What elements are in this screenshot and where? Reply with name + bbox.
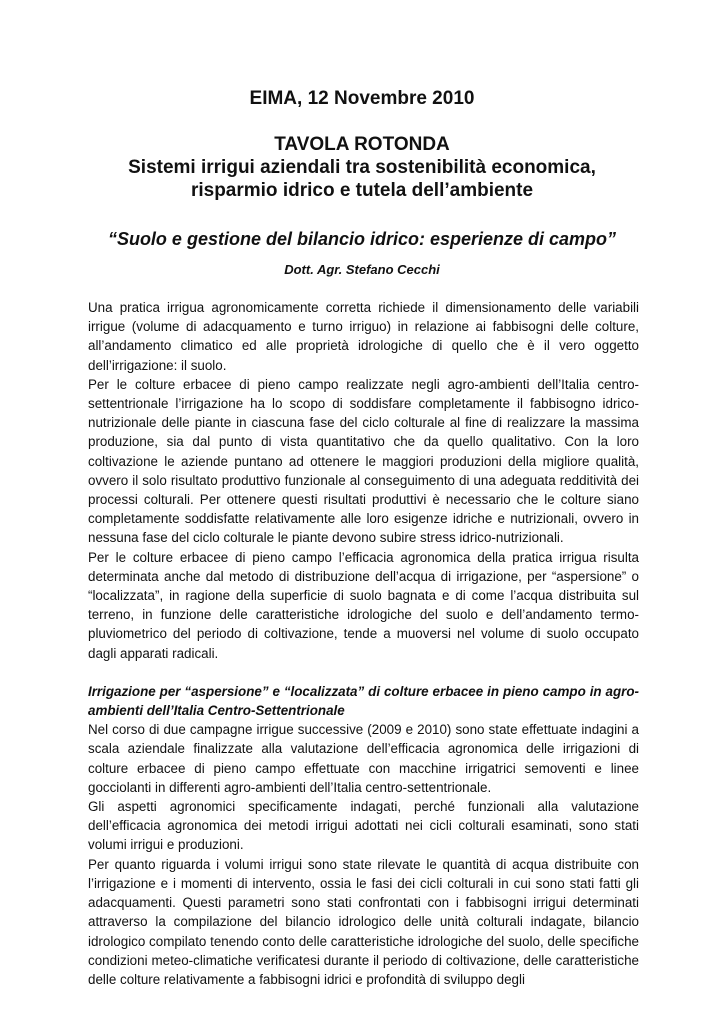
roundtable-heading	[0, 133, 724, 202]
paragraph-1: Una pratica irrigua agronomicamente corretta richiede il dimensionamento delle variabili irrigue (volume di adacquamento e turno irriguo) in relazione ai fabbisogni delle colture, all’andamento climatico ed alle proprietà idrologiche di quello che è il vero oggetto dell’irrigazione: il suolo.	[88, 300, 639, 373]
roundtable-title-line-1: Sistemi irrigui aziendali tra sostenibilità economica,	[128, 157, 596, 178]
paragraph-6: Per quanto riguarda i volumi irrigui sono state rilevate le quantità di acqua distribuite con l’irrigazione e i momenti di intervento, ossia le fasi dei cicli colturali in cui sono stati fatti gli adacquamenti. Questi parametri sono stati confrontati con i fabbisogni irrigui determinati attraverso la compilazione del bilancio idrologico delle unità colturali indagate, bilancio idrologico compilato tenendo conto delle caratteristiche idrologiche del suolo, delle specifiche condizioni meteo-climatiche verificatesi durante il periodo di coltivazione, delle caratteristiche delle colture relativamente a fabbisogni idrici e profondità di sviluppo degli	[88, 856, 639, 987]
roundtable-label: TAVOLA ROTONDA	[274, 134, 450, 155]
section-title: Irrigazione per “aspersione” e “localizzata” di colture erbacee in pieno campo in agro-ambienti dell’Italia Centro-Settentrionale	[88, 683, 639, 719]
talk-title: “Suolo e gestione del bilancio idrico: esperienze di campo”	[107, 229, 617, 249]
event-title: EIMA, 12 Novembre 2010	[249, 88, 475, 109]
author-name: Dott. Agr. Stefano Cecchi	[284, 262, 440, 277]
paragraph-5: Gli aspetti agronomici specificamente indagati, perché funzionali alla valutazione dell’efficacia agronomica dei metodi irrigui adottati nei cicli colturali esaminati, sono stati volumi irrigui e produzioni.	[88, 799, 639, 853]
document-body	[88, 298, 639, 989]
paragraph-4: Nel corso di due campagne irrigue successive (2009 e 2010) sono state effettuate indagini a scala aziendale finalizzate alla valutazione dell’efficacia agronomica delle irrigazioni di colture erbacee di pieno campo effettuate con macchine irrigatrici semoventi e linee gocciolanti in differenti agro-ambienti dell’Italia centro-settentrionale.	[88, 722, 639, 795]
roundtable-title-line-2: risparmio idrico e tutela dell’ambiente	[190, 180, 534, 201]
paragraph-2: Per le colture erbacee di pieno campo realizzate negli agro-ambienti dell’Italia centro-settentrionale l’irrigazione ha lo scopo di soddisfare completamente il fabbisogno idrico-nutrizionale delle piante in ciascuna fase del ciclo colturale al fine di realizzare la massima produzione, sia dal punto di vista quantitativo che da quello qualitativo. Con la loro coltivazione le aziende puntano ad ottenere le maggiori produzioni della migliore qualità, ovvero il solo risultato produttivo funzionale al conseguimento di una adeguata redditività dei processi colturali. Per ottenere questi risultati produttivi è necessario che le colture siano completamente soddisfatte relativamente alle loro esigenze idriche e nutrizionali, ovvero in nessuna fase del ciclo colturale le piante devono subire stress idrico-nutrizionali.	[88, 376, 639, 546]
paragraph-3: Per le colture erbacee di pieno campo l’efficacia agronomica della pratica irrigua risulta determinata anche dal metodo di distribuzione dell’acqua di irrigazione, per “aspersione” o “localizzata”, in ragione della superficie di suolo bagnata e di come l’acqua distribuita sul terreno, in funzione delle caratteristiche idrologiche del suolo e dell’andamento termo-pluviometrico del periodo di coltivazione, tende a muoversi nel volume di suolo occupato dagli apparati radicali.	[88, 549, 639, 661]
